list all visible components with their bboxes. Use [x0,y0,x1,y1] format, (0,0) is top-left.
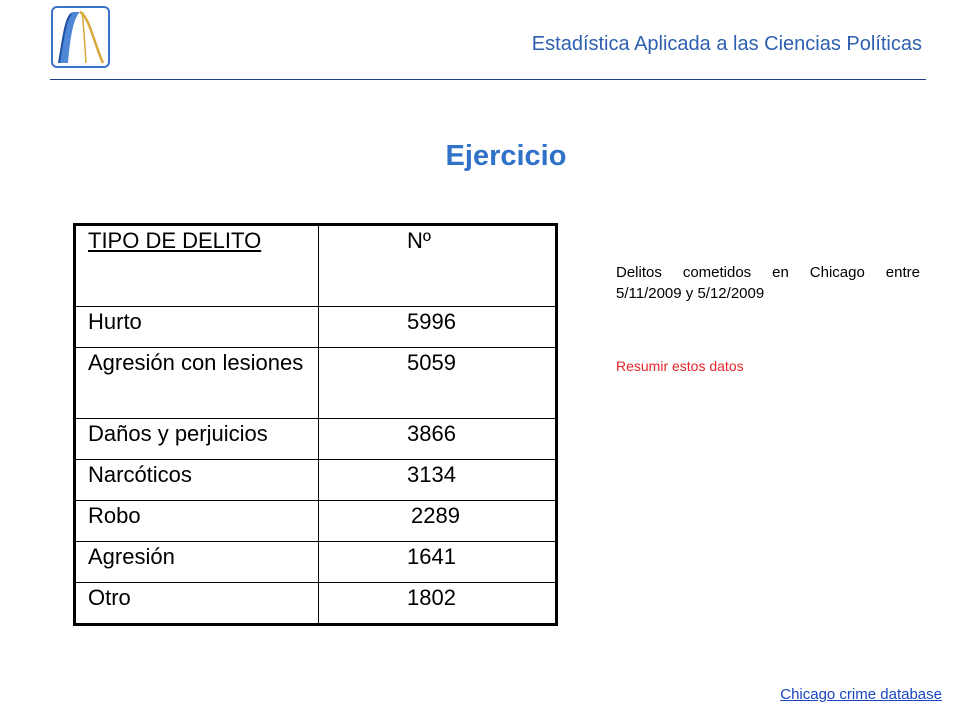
crime-count-cell: 5996 [319,307,557,348]
crime-count-cell: 1641 [319,542,557,583]
crime-count-value: 2289 [411,503,460,528]
data-description: Delitos cometidos en Chicago entre 5/11/2009 y 5/12/2009 [616,264,920,302]
header-cell-type [75,225,319,307]
crime-count-cell: 1802 [319,583,557,625]
crime-type-cell: Narcóticos [75,460,319,501]
table-row [75,542,557,583]
header-divider [50,79,926,80]
chicago-crime-database-link[interactable]: Chicago crime database [780,686,942,703]
distribution-curve-logo-icon [51,6,110,68]
table-row [75,501,557,542]
task-instruction: Resumir estos datos [616,358,744,374]
crime-type-cell: Agresión [75,542,319,583]
crime-count-cell [319,501,557,542]
table-row [75,460,557,501]
crime-count-cell: 3134 [319,460,557,501]
course-title: Estadística Aplicada a las Ciencias Políticas [531,33,922,55]
table-header-row [75,225,557,307]
crime-count-cell: 3866 [319,419,557,460]
header-type-label: TIPO DE DELITO [88,228,262,253]
header-cell-count [319,225,557,307]
slide-title: Ejercicio [445,140,567,172]
crime-type-cell: Robo [75,501,319,542]
table-row [75,348,557,419]
crime-type-cell: Daños y perjuicios [75,419,319,460]
crime-type-cell: Agresión con lesiones [75,348,319,419]
table-row [75,583,557,625]
crime-type-cell: Otro [75,583,319,625]
table-row [75,307,557,348]
crime-type-cell: Hurto [75,307,319,348]
crime-count-cell: 5059 [319,348,557,419]
table-row [75,419,557,460]
header-count-label: Nº [407,228,431,253]
crime-table [73,223,558,626]
